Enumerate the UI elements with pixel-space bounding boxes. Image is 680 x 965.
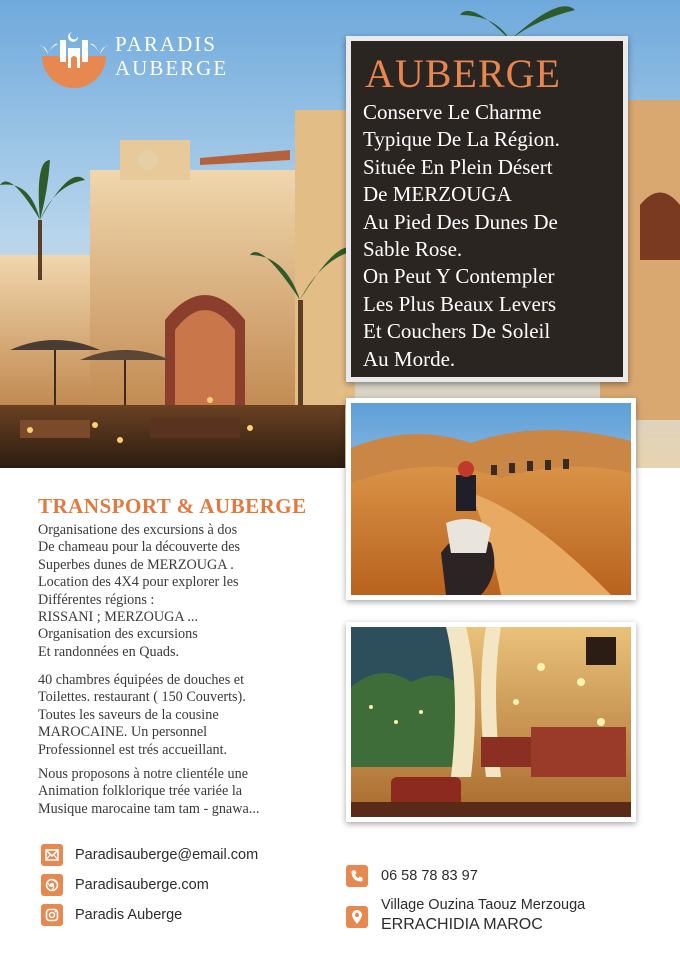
paragraph-line: Organisatione des excursions à dos <box>38 522 238 538</box>
paragraph-line: RISSANI ; MERZOUGA ... <box>38 609 199 626</box>
phone-icon <box>346 865 368 887</box>
intro-panel <box>346 36 628 382</box>
brand-name-line2: AUBERGE <box>115 56 229 80</box>
address-line2: ERRACHIDIA MAROC <box>381 916 543 933</box>
brand-name <box>115 32 228 80</box>
intro-line: Sable Rose. <box>363 237 463 262</box>
contact-address <box>381 896 585 936</box>
paragraph-line: Toutes les saveurs de la cousine <box>38 706 219 723</box>
paragraph-line: 40 chambres équipées de douches et <box>38 672 245 688</box>
paragraph-line: Musique marocaine tam tam - gnawa... <box>38 800 260 817</box>
transport-heading: TRANSPORT & AUBERGE <box>38 494 307 518</box>
instagram-icon <box>41 904 63 926</box>
paragraph-line: Organisation des excursions <box>38 626 198 643</box>
website-text[interactable]: Paradisauberge.com <box>75 877 209 893</box>
contact-email[interactable] <box>41 844 258 866</box>
location-pin-icon <box>346 906 368 928</box>
camel-caravan-photo <box>346 398 636 600</box>
paragraph-line: Location des 4X4 pour explorer les <box>38 574 239 591</box>
paragraph-line: Et randonnées en Quads. <box>38 643 180 660</box>
globe-icon <box>41 874 63 896</box>
intro-line: Au Pied Des Dunes De <box>363 209 558 234</box>
brand-logo <box>38 26 248 96</box>
logo-emblem-icon <box>38 26 110 92</box>
paragraph-line: Superbes dunes de MERZOUGA . <box>38 556 234 573</box>
intro-line: Typique De La Région. <box>363 127 560 152</box>
brand-name-line1: PARADIS <box>115 32 217 56</box>
rooms-paragraph <box>38 672 338 759</box>
address-line1: Village Ouzina Taouz Merzouga <box>381 897 586 913</box>
email-text[interactable]: Paradisauberge@email.com <box>75 847 259 863</box>
paragraph-line: Différentes régions : <box>38 591 155 608</box>
intro-text <box>363 99 615 373</box>
paragraph-line: MAROCAINE. Un personnel <box>38 724 208 741</box>
phone-text[interactable]: 06 58 78 83 97 <box>381 868 478 884</box>
instagram-text[interactable]: Paradis Auberge <box>75 907 183 923</box>
desert-dunes-image <box>351 403 631 595</box>
moroccan-lounge-image <box>351 627 631 817</box>
intro-line: Située En Plein Désert <box>363 154 553 179</box>
mail-icon <box>41 844 63 866</box>
animation-paragraph <box>38 766 338 818</box>
intro-line: On Peut Y Contempler <box>363 264 555 289</box>
intro-line: Conserve Le Charme <box>363 100 542 124</box>
intro-line: De MERZOUGA <box>363 182 512 207</box>
paragraph-line: Professionnel est trés accueillant. <box>38 741 228 758</box>
paragraph-line: Animation folklorique trée variée la <box>38 783 243 800</box>
intro-title: AUBERGE <box>365 51 561 96</box>
lounge-photo <box>346 622 636 822</box>
intro-line: Au Morde. <box>363 346 456 371</box>
intro-line: Les Plus Beaux Levers <box>363 291 557 316</box>
intro-line: Et Couchers De Soleil <box>363 319 551 344</box>
paragraph-line: Toilettes. restaurant ( 150 Couverts). <box>38 689 246 706</box>
contact-instagram[interactable] <box>41 904 182 926</box>
contact-website[interactable] <box>41 874 209 896</box>
excursions-paragraph <box>38 522 338 661</box>
paragraph-line: Nous proposons à notre clientéle une <box>38 766 248 782</box>
paragraph-line: De chameau pour la découverte des <box>38 539 241 556</box>
contact-phone[interactable] <box>346 865 478 887</box>
